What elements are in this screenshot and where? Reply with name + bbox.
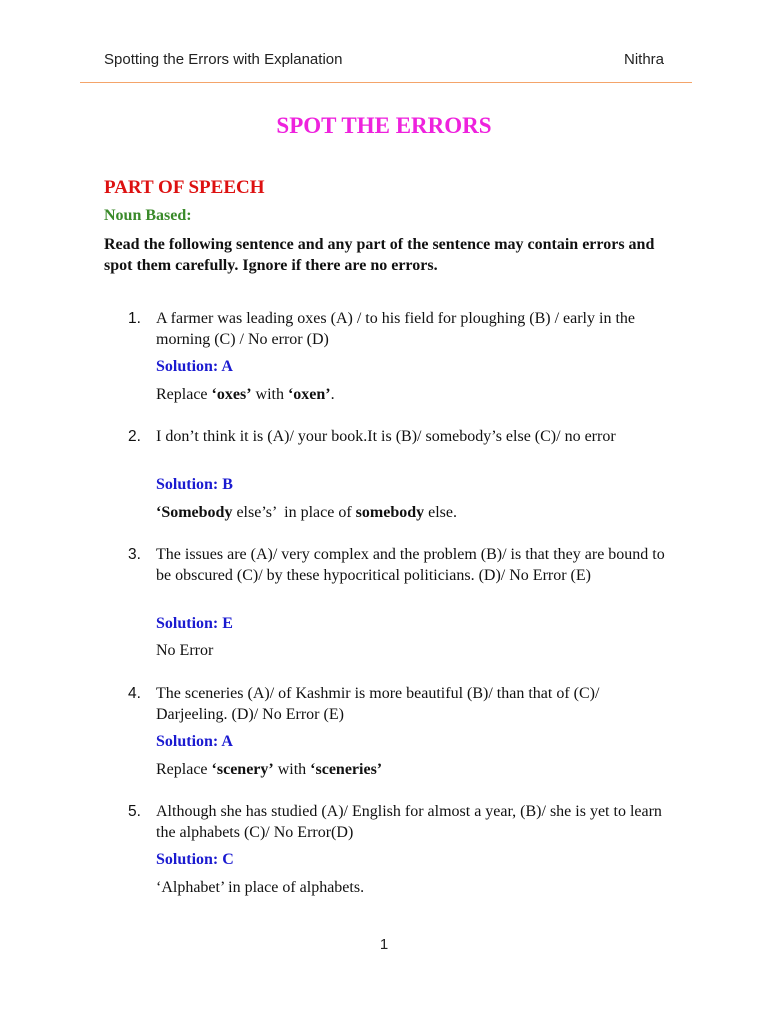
solution-label: Solution: A xyxy=(156,358,233,375)
explanation-fragment: ‘oxes’ xyxy=(211,386,252,403)
question-number: 3. xyxy=(128,546,141,563)
question-text: A farmer was leading oxes (A) / to his field for ploughing (B) / early in the morning (C) / No error (D) xyxy=(156,310,635,348)
explanation-fragment: ‘oxen’ xyxy=(287,386,331,403)
question-text: The issues are (A)/ very complex and the problem (B)/ is that they are bound to be obscured (C)/ by these hypocritical politicians. (D)/ No Error (E) xyxy=(156,546,665,584)
header-title: Spotting the Errors with Explanation xyxy=(104,51,343,68)
explanation-fragment: with xyxy=(273,761,311,778)
explanation-fragment: ‘scenery’ xyxy=(211,761,274,778)
question-text: I don’t think it is (A)/ your book.It is (B)/ somebody’s else (C)/ no error xyxy=(156,428,616,445)
subsection-heading: Noun Based: xyxy=(104,207,192,224)
page-number: 1 xyxy=(379,936,389,953)
explanation-fragment: else’s’ in place of xyxy=(232,504,356,521)
question-number: 4. xyxy=(128,685,141,702)
solution-label: Solution: B xyxy=(156,476,233,493)
explanation-fragment: Replace xyxy=(156,761,212,778)
solution-label: Solution: A xyxy=(156,733,233,750)
header-author: Nithra xyxy=(623,51,664,68)
solution-explanation xyxy=(156,385,666,406)
solution-label: Solution: E xyxy=(156,615,233,632)
solution-explanation xyxy=(156,503,666,524)
question-number: 2. xyxy=(128,428,141,445)
explanation-fragment: ‘Somebody xyxy=(156,504,233,521)
explanation-fragment: with xyxy=(251,386,288,403)
page-title: SPOT THE ERRORS xyxy=(276,113,492,138)
explanation-fragment: somebody xyxy=(355,504,425,521)
explanation-fragment: ‘Alphabet’ in place of alphabets. xyxy=(156,879,365,896)
explanation-fragment: ‘sceneries’ xyxy=(310,761,383,778)
header-divider xyxy=(80,82,692,83)
question-number: 1. xyxy=(128,310,141,327)
question-text: The sceneries (A)/ of Kashmir is more beautiful (B)/ than that of (C)/ Darjeeling. (D)/ No Error (E) xyxy=(156,685,600,723)
solution-explanation xyxy=(156,760,666,781)
solution-label: Solution: C xyxy=(156,851,234,868)
explanation-fragment: . xyxy=(330,386,335,403)
explanation-fragment: No Error xyxy=(156,642,214,659)
solution-explanation xyxy=(156,641,666,662)
explanation-fragment: else. xyxy=(424,504,457,521)
instructions-text: Read the following sentence and any part of the sentence may contain errors and spot them carefully. Ignore if there are no errors. xyxy=(104,236,655,274)
question-text: Although she has studied (A)/ English for almost a year, (B)/ she is yet to learn the alphabets (C)/ No Error(D) xyxy=(156,803,662,841)
solution-explanation xyxy=(156,878,666,899)
question-number: 5. xyxy=(128,803,141,820)
explanation-fragment: Replace xyxy=(156,386,212,403)
section-heading: PART OF SPEECH xyxy=(104,177,265,198)
